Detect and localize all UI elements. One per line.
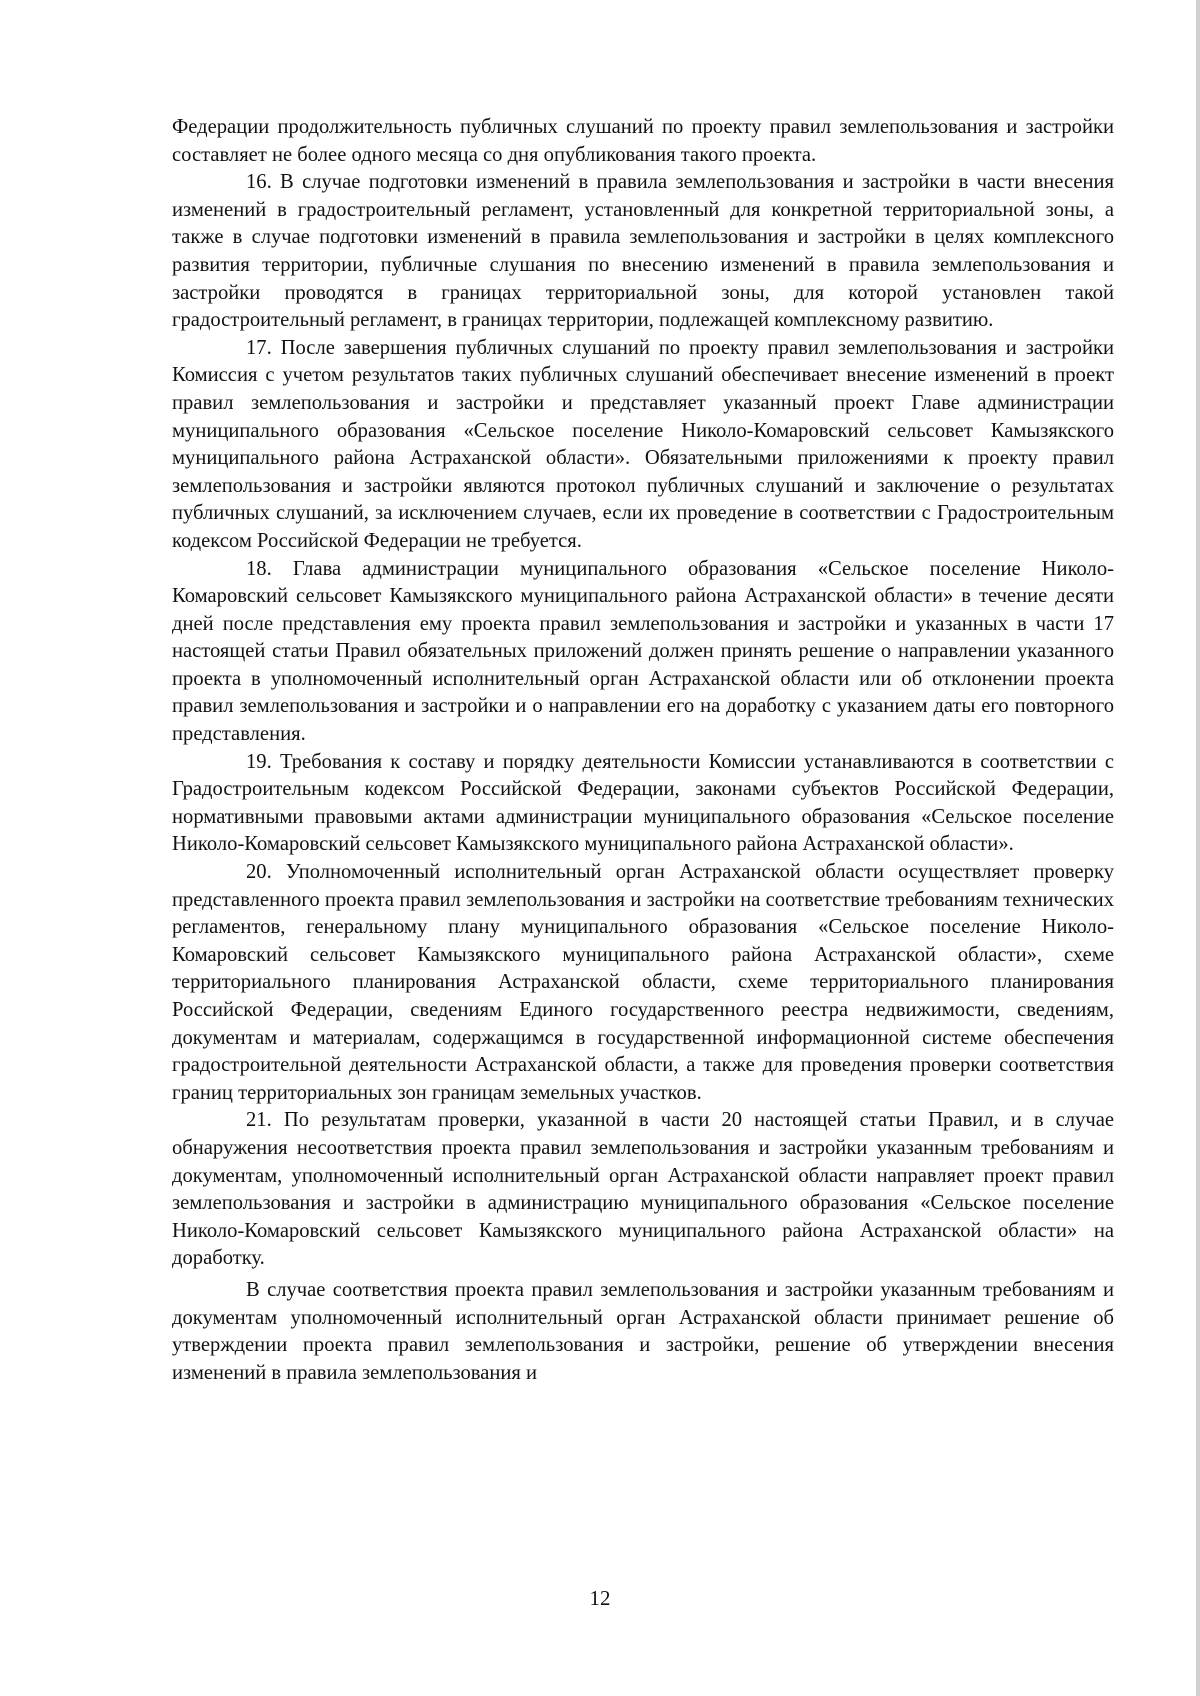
page-number: 12 xyxy=(589,1586,611,1610)
page-edge-shadow xyxy=(1196,0,1200,1696)
paragraph-21: 21. По результатам проверки, указанной в части 20 настоящей статьи Правил, и в случае обнаружения несоответствия проекта правил землепользования и застройки указанным требованиям и документам, уполномоченный исполнительный орган Астраханской области направляет проект правил землепользования и застройки в администрацию муниципального образования «Сельское поселение Николо-Комаровский сельсовет Камызякского муниципального района Астраханской области» на доработку. xyxy=(172,1109,1114,1270)
paragraph-21-second: В случае соответствия проекта правил землепользования и застройки указанным требованиям и документам уполномоченный исполнительный орган Астраханской области принимает решение об утверждении проекта правил землепользования и застройки, решение об утверждении внесения изменений в правила землепользования и xyxy=(172,1278,1114,1384)
paragraph-19: 19. Требования к составу и порядку деятельности Комиссии устанавливаются в соответствии с Градостроительным кодексом Российской Федерации, законами субъектов Российской Федерации, нормативными правовыми актами администрации муниципального образования «Сельское поселение Николо-Комаровский сельсовет Камызякского муниципального района Астраханской области». xyxy=(172,750,1114,856)
paragraph-20: 20. Уполномоченный исполнительный орган Астраханской области осуществляет проверку представленного проекта правил землепользования и застройки на соответствие требованиям технических регламентов, генеральному плану муниципального образования «Сельское поселение Николо-Комаровский сельсовет Камызякского муниципального района Астраханской области», схеме территориального планирования Астраханской области, схеме территориального планирования Российской Федерации, сведениям Единого государственного реестра недвижимости, сведениям, документам и материалам, содержащимся в государственной информационной системе обеспечения градостроительной деятельности Астраханской области, а также для проведения проверки соответствия границ территориальных зон границам земельных участков. xyxy=(172,861,1114,1104)
document-body xyxy=(172,114,1114,1387)
paragraph-16: 16. В случае подготовки изменений в правила землепользования и застройки в части внесения изменений в градостроительный регламент, установленный для конкретной территориальной зоны, а также в случае подготовки изменений в правила землепользования и застройки в целях комплексного развития территории, публичные слушания по внесению изменений в правила землепользования и застройки проводятся в границах территориальной зоны, для которой установлен такой градостроительный регламент, в границах территории, подлежащей комплексному развитию. xyxy=(172,171,1114,332)
paragraph-17: 17. После завершения публичных слушаний по проекту правил землепользования и застройки Комиссия с учетом результатов таких публичных слушаний обеспечивает внесение изменений в проект правил землепользования и застройки и представляет указанный проект Главе администрации муниципального образования «Сельское поселение Николо-Комаровский сельсовет Камызякского муниципального района Астраханской области». Обязательными приложениями к проекту правил землепользования и застройки являются протокол публичных слушаний и заключение о результатах публичных слушаний, за исключением случаев, если их проведение в соответствии с Градостроительным кодексом Российской Федерации не требуется. xyxy=(172,336,1114,552)
paragraph-18: 18. Глава администрации муниципального образования «Сельское поселение Николо-Комаровский сельсовет Камызякского муниципального района Астраханской области» в течение десяти дней после представления ему проекта правил землепользования и застройки и указанных в части 17 настоящей статьи Правил обязательных приложений должен принять решение о направлении указанного проекта в уполномоченный исполнительный орган Астраханской области или об отклонении проекта правил землепользования и застройки и о направлении его на доработку с указанием даты его повторного представления. xyxy=(172,557,1114,746)
paragraph-continuation: Федерации продолжительность публичных слушаний по проекту правил землепользования и застройки составляет не более одного месяца со дня опубликования такого проекта. xyxy=(172,116,1114,166)
